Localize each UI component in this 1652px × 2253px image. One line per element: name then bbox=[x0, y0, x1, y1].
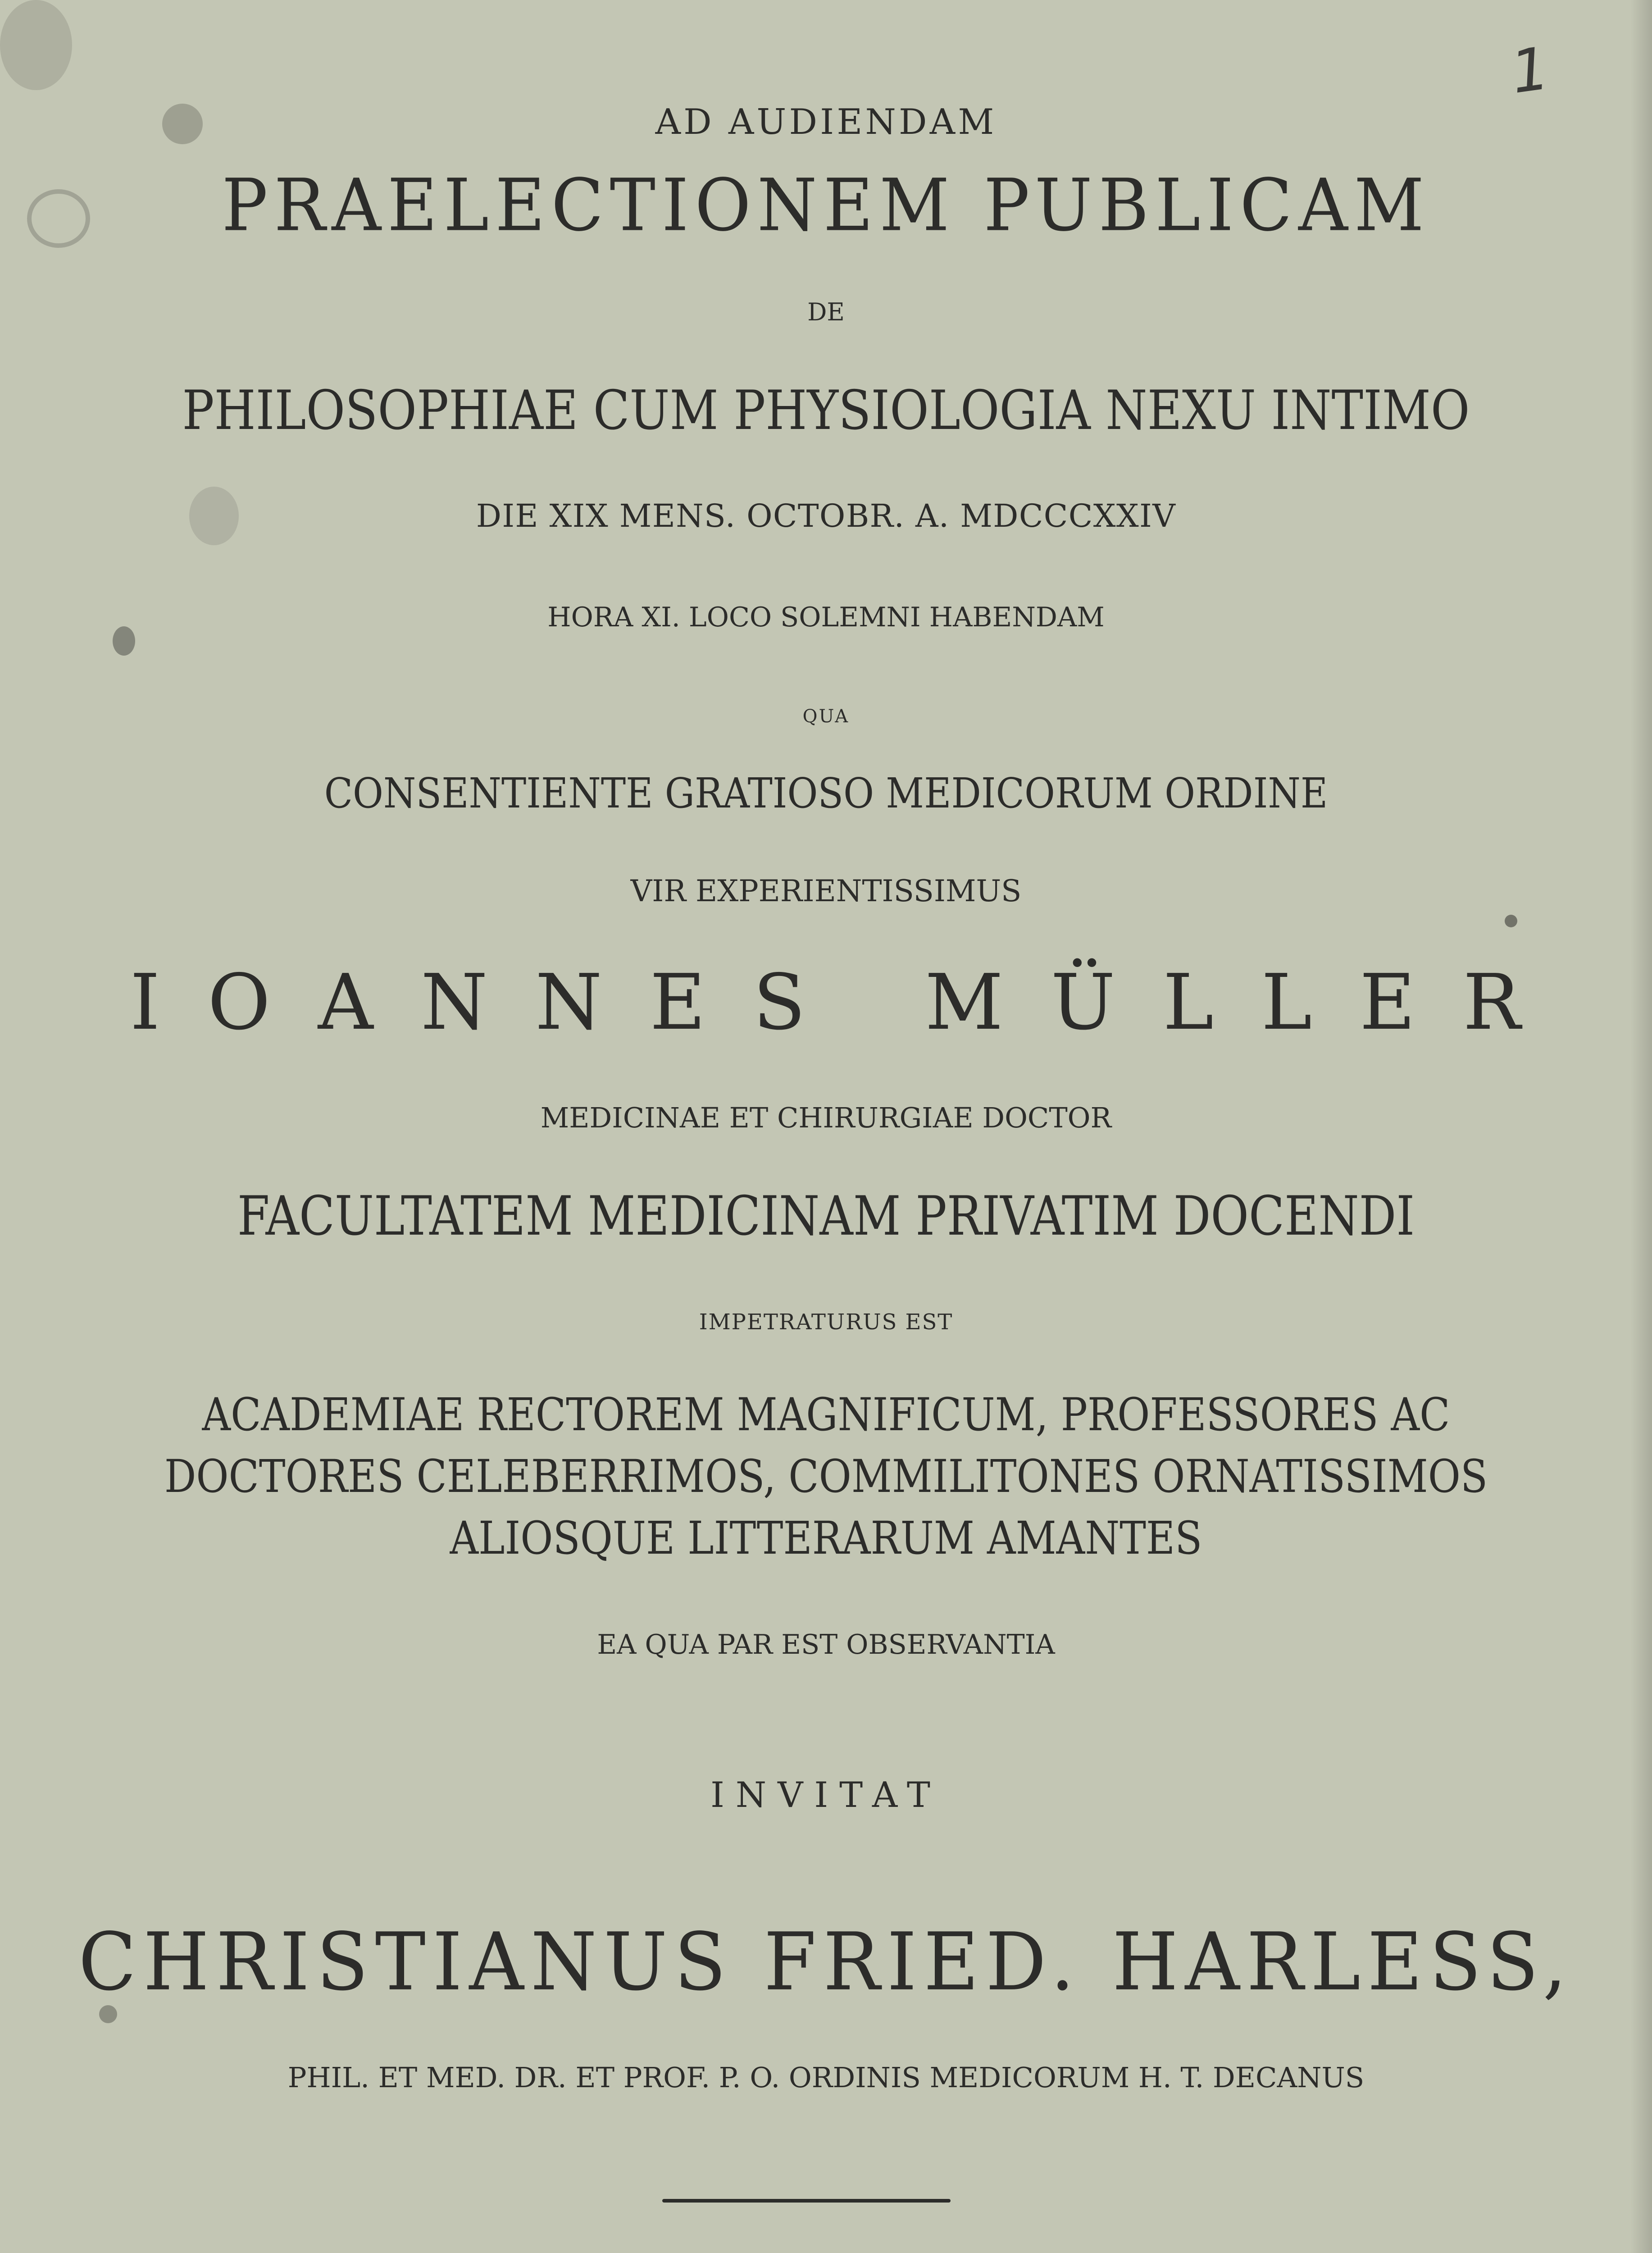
text-impetraturus: IMPETRATURUS EST bbox=[699, 1309, 953, 1335]
text-invitees-line-1: ACADEMIAE RECTOREM MAGNIFICUM, PROFESSORES AC bbox=[202, 1388, 1450, 1441]
text-doctor-title: MEDICINAE ET CHIRURGIAE DOCTOR bbox=[540, 1101, 1112, 1134]
heading-facultatem: FACULTATEM MEDICINAM PRIVATIM DOCENDI bbox=[237, 1185, 1415, 1248]
text-observantia: EA QUA PAR EST OBSERVANTIA bbox=[597, 1629, 1055, 1660]
divider-short bbox=[662, 2199, 951, 2203]
paper-stain bbox=[0, 0, 72, 90]
text-de: DE bbox=[807, 298, 845, 326]
paper-stain bbox=[1505, 915, 1517, 927]
text-invitees-line-3: ALIOSQUE LITTERARUM AMANTES bbox=[450, 1512, 1202, 1564]
text-date: DIE XIX MENS. OCTOBR. A. MDCCCXXIV bbox=[476, 497, 1176, 534]
text-invitat: INVITAT bbox=[710, 1775, 942, 1815]
heading-dean-name: CHRISTIANUS FRIED. HARLESS, bbox=[78, 1916, 1574, 2008]
heading-title: PRAELECTIONEM PUBLICAM bbox=[222, 163, 1430, 247]
text-qua: QUA bbox=[802, 706, 850, 727]
text-hour: HORA XI. LOCO SOLEMNI HABENDAM bbox=[547, 602, 1105, 633]
text-dean-title: PHIL. ET MED. DR. ET PROF. P. O. ORDINIS MEDICORUM H. T. DECANUS bbox=[287, 2061, 1365, 2094]
text-invitees-line-2: DOCTORES CELEBERRIMOS, COMMILITONES ORNATISSIMOS bbox=[164, 1450, 1488, 1503]
heading-ad-audiendam: AD AUDIENDAM bbox=[655, 102, 997, 142]
heading-lecturer-name: IOANNES MÜLLER bbox=[130, 958, 1568, 1047]
heading-subject: PHILOSOPHIAE CUM PHYSIOLOGIA NEXU INTIMO bbox=[182, 379, 1470, 442]
text-consentiente: CONSENTIENTE GRATIOSO MEDICORUM ORDINE bbox=[324, 769, 1328, 817]
archive-number: 1 bbox=[1506, 33, 1553, 107]
text-vir: VIR EXPERIENTISSIMUS bbox=[630, 874, 1022, 908]
